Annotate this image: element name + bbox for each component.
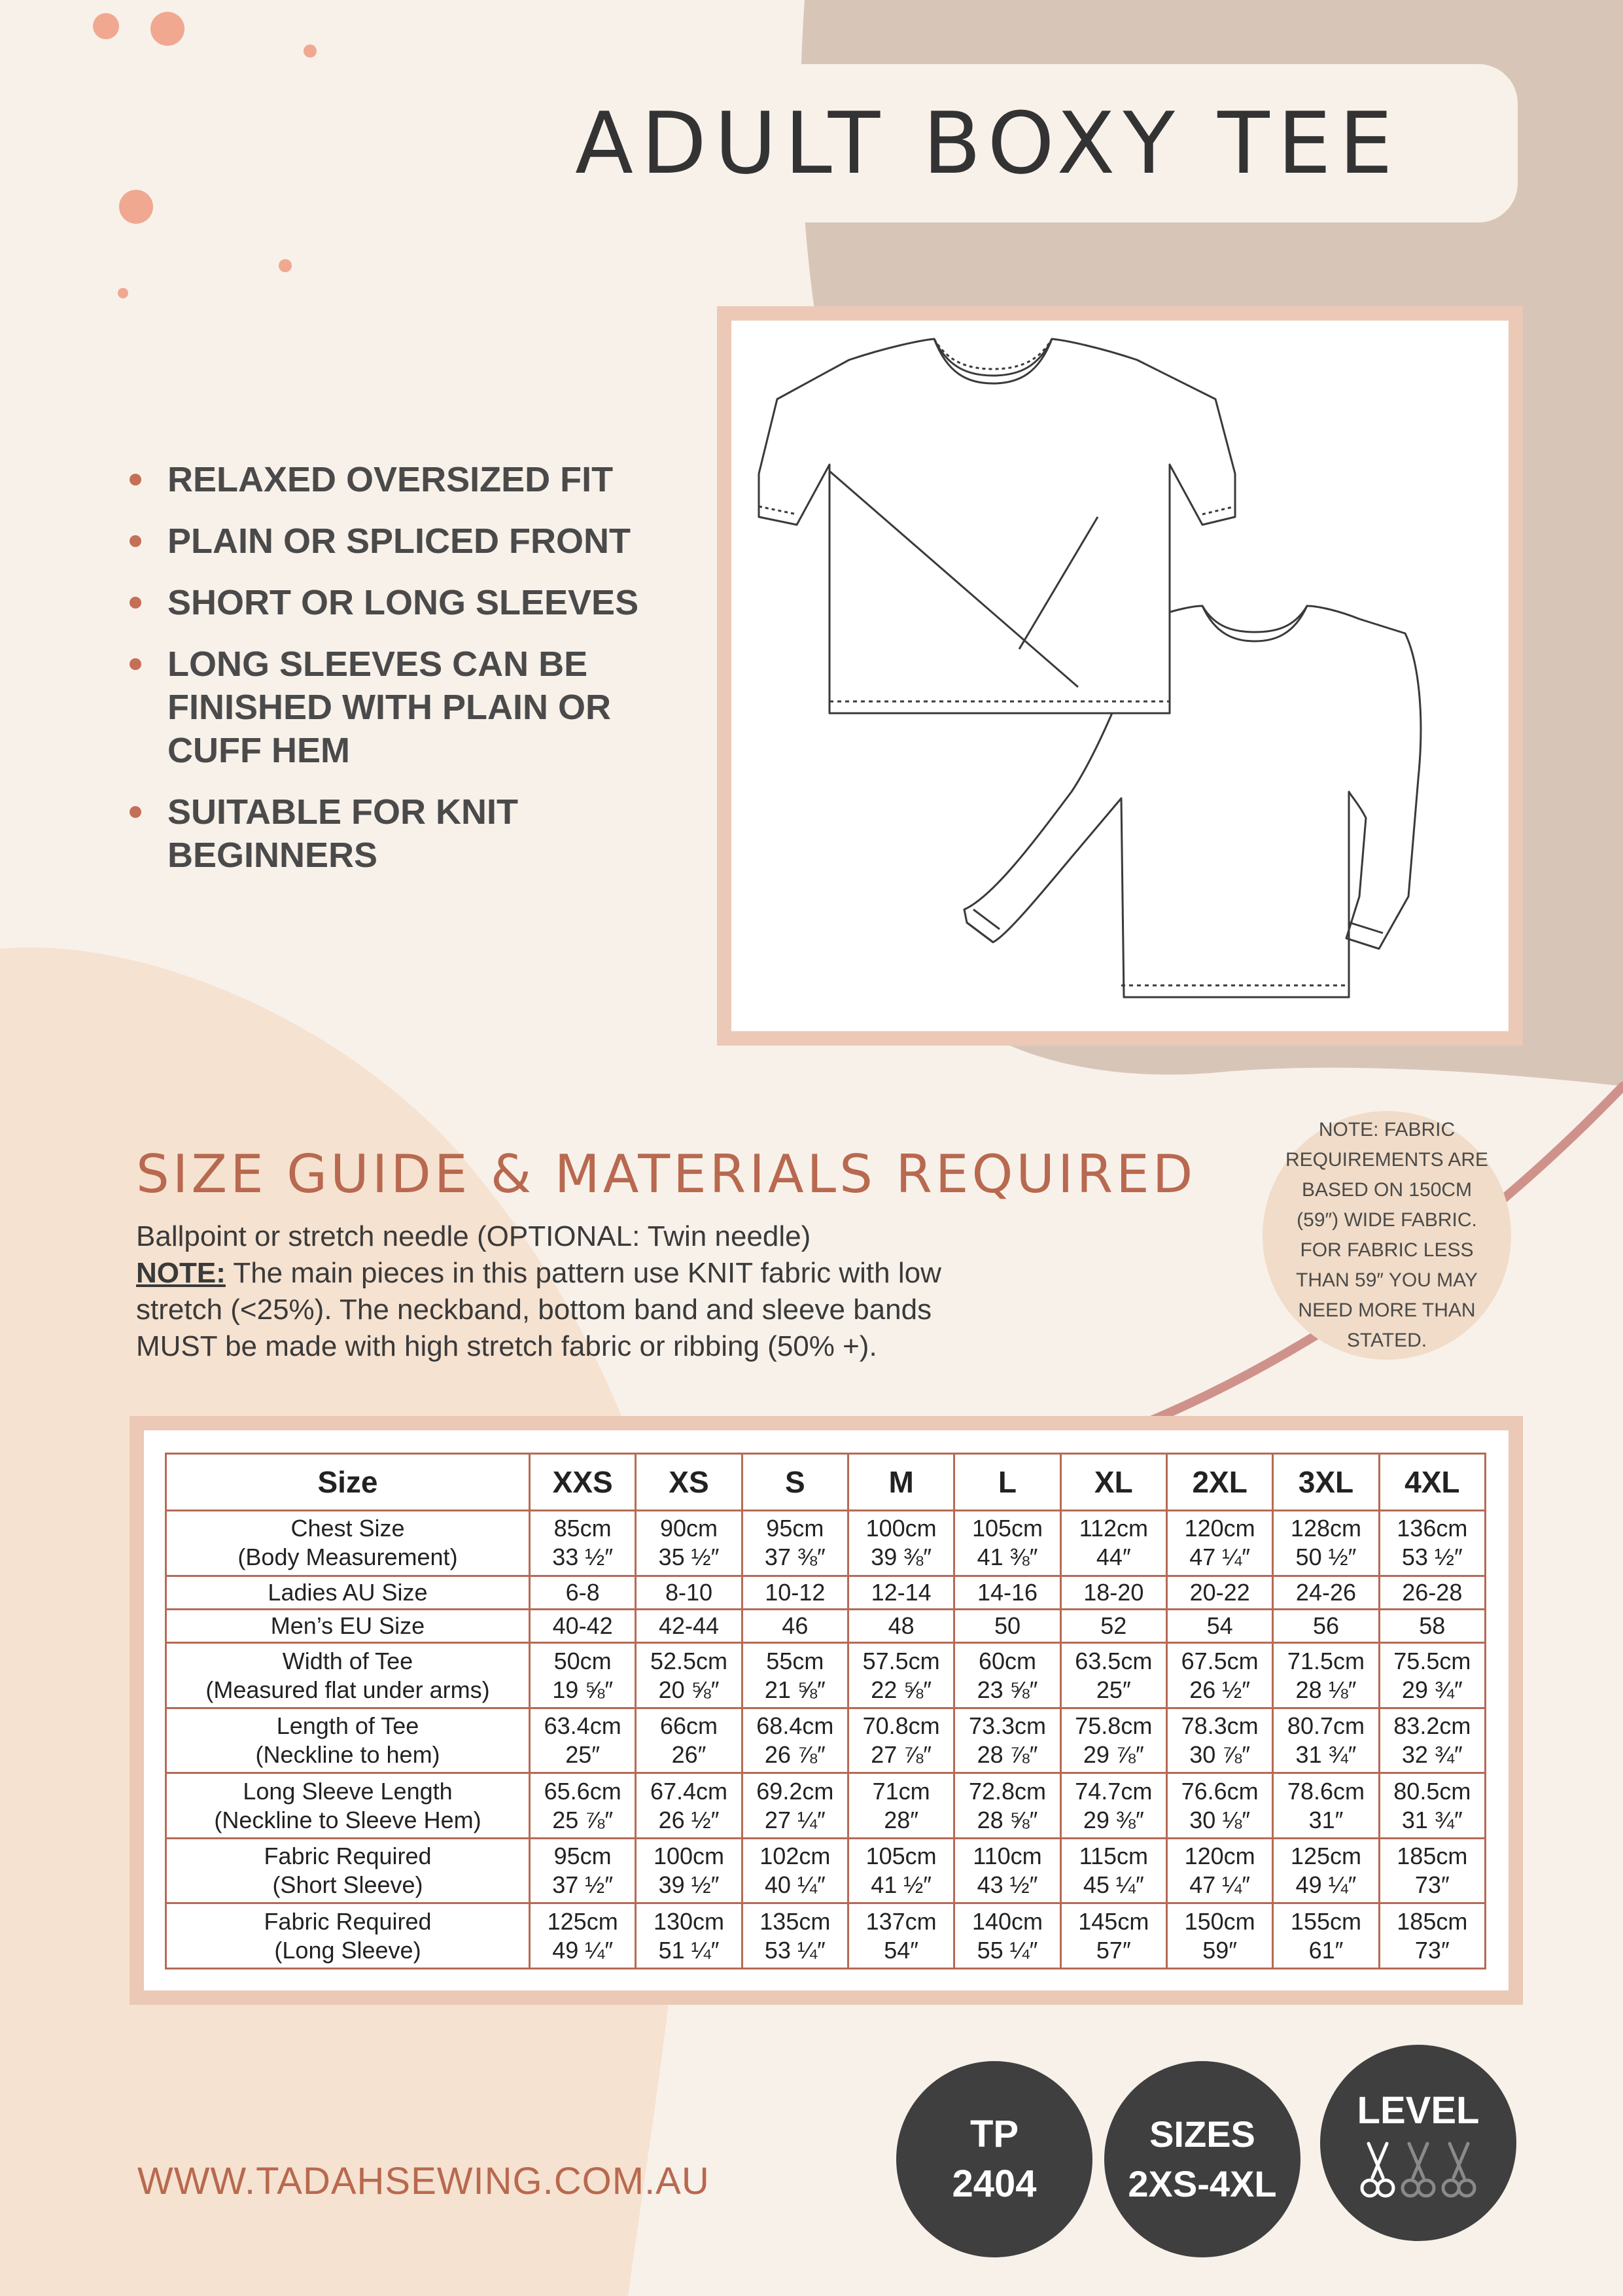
row-label	[166, 1903, 530, 1969]
cell-value: 95cm	[553, 1843, 612, 1870]
table-cell	[1273, 1838, 1379, 1903]
column-header: M	[848, 1454, 954, 1511]
cell-value: 120cm	[1184, 1843, 1255, 1870]
bullet-icon	[130, 597, 141, 609]
cell-value: 85cm	[553, 1515, 612, 1542]
cell-value: 105cm	[865, 1843, 937, 1870]
table-cell	[848, 1708, 954, 1773]
cell-value: 58	[1419, 1612, 1446, 1640]
cell-value: 90cm	[659, 1515, 718, 1542]
cell-value: 27 ⅞″	[871, 1741, 932, 1769]
cell-value: 37 ⅜″	[764, 1544, 826, 1571]
cell-value: 63.5cm	[1075, 1647, 1153, 1674]
cell-value: 32 ¾″	[1401, 1741, 1463, 1769]
cell-value: 53 ¼″	[764, 1936, 826, 1964]
decorative-dots	[93, 12, 317, 298]
feature-item: SUITABLE FOR KNIT BEGINNERS	[124, 790, 667, 877]
cell-value: 136cm	[1397, 1515, 1468, 1542]
table-cell	[848, 1609, 954, 1642]
row-label	[166, 1511, 530, 1576]
cell-value: 42-44	[658, 1612, 720, 1640]
column-header: 4XL	[1379, 1454, 1485, 1511]
row-label-line: (Long Sleeve)	[274, 1936, 421, 1964]
cell-value: 51 ¼″	[658, 1936, 720, 1964]
cell-value: 25″	[565, 1741, 601, 1769]
feature-item: RELAXED OVERSIZED FIT	[124, 458, 667, 501]
cell-value: 74.7cm	[1075, 1777, 1153, 1805]
table-cell	[954, 1903, 1060, 1969]
title-card	[458, 64, 1518, 222]
cell-value: 10-12	[765, 1578, 826, 1606]
feature-item: LONG SLEEVES CAN BE FINISHED WITH PLAIN OR CUFF HEM	[124, 643, 667, 772]
cell-value: 40-42	[552, 1612, 613, 1640]
cell-value: 71.5cm	[1287, 1647, 1365, 1674]
row-label-line: Length of Tee	[276, 1712, 419, 1740]
cell-value: 80.5cm	[1393, 1777, 1471, 1805]
table-row	[166, 1773, 1486, 1839]
table-cell	[1379, 1773, 1485, 1839]
cell-value: 28 ⅛″	[1295, 1676, 1357, 1703]
cell-value: 29 ⅜″	[1083, 1806, 1144, 1833]
cell-value: 102cm	[759, 1843, 831, 1870]
cell-value: 49 ¼″	[552, 1936, 614, 1964]
table-cell	[1060, 1903, 1166, 1969]
cell-value: 125cm	[1290, 1843, 1361, 1870]
column-header: S	[742, 1454, 848, 1511]
table-cell	[1166, 1576, 1272, 1609]
cell-value: 70.8cm	[862, 1712, 940, 1740]
cell-value: 155cm	[1290, 1907, 1361, 1935]
row-label-line: Men’s EU Size	[270, 1612, 425, 1640]
cell-value: 68.4cm	[756, 1712, 834, 1740]
table-cell	[530, 1511, 636, 1576]
cell-value: 100cm	[865, 1515, 937, 1542]
cell-value: 45 ¼″	[1083, 1871, 1144, 1899]
cell-value: 115cm	[1079, 1843, 1148, 1870]
cell-value: 31 ¾″	[1401, 1806, 1463, 1833]
table-cell	[742, 1576, 848, 1609]
table-cell	[1379, 1708, 1485, 1773]
cell-value: 31 ¾″	[1295, 1741, 1357, 1769]
cell-value: 24-26	[1295, 1578, 1356, 1606]
column-header: XS	[636, 1454, 742, 1511]
cell-value: 112cm	[1079, 1515, 1148, 1542]
table-cell	[1166, 1643, 1272, 1708]
table-cell	[1379, 1643, 1485, 1708]
level-badge: LEVEL	[1320, 2045, 1516, 2241]
cell-value: 30 ⅛″	[1189, 1806, 1251, 1833]
column-header: L	[954, 1454, 1060, 1511]
cell-value: 150cm	[1184, 1907, 1255, 1935]
table-cell	[1060, 1838, 1166, 1903]
cell-value: 46	[782, 1612, 809, 1640]
cell-value: 125cm	[547, 1907, 618, 1935]
cell-value: 26 ½″	[658, 1806, 720, 1833]
table-cell	[1379, 1609, 1485, 1642]
cell-value: 73″	[1414, 1871, 1450, 1899]
row-label-line: (Measured flat under arms)	[205, 1676, 490, 1703]
cell-value: 19 ⅝″	[552, 1676, 614, 1703]
column-header: 3XL	[1273, 1454, 1379, 1511]
table-row	[166, 1609, 1486, 1642]
cell-value: 30 ⅞″	[1189, 1741, 1251, 1769]
cell-value: 41 ½″	[871, 1871, 932, 1899]
table-cell	[530, 1708, 636, 1773]
cell-value: 28″	[884, 1806, 919, 1833]
column-header: Size	[166, 1454, 530, 1511]
row-label-line: (Body Measurement)	[237, 1544, 458, 1571]
table-cell	[530, 1576, 636, 1609]
cell-value: 41 ⅜″	[977, 1544, 1038, 1571]
cell-value: 53 ½″	[1401, 1544, 1463, 1571]
scissors-icon	[1359, 2141, 1396, 2200]
cell-value: 50cm	[553, 1647, 612, 1674]
cell-value: 128cm	[1290, 1515, 1361, 1542]
table-cell	[1273, 1903, 1379, 1969]
table-row	[166, 1576, 1486, 1609]
table-cell	[530, 1643, 636, 1708]
cell-value: 54	[1206, 1612, 1233, 1640]
cell-value: 67.5cm	[1181, 1647, 1259, 1674]
table-row	[166, 1838, 1486, 1903]
needle-text: Ballpoint or stretch needle (OPTIONAL: Twin needle)	[136, 1220, 811, 1252]
table-cell	[530, 1838, 636, 1903]
cell-value: 21 ⅝″	[764, 1676, 826, 1703]
table-cell	[742, 1773, 848, 1839]
table-cell	[1379, 1903, 1485, 1969]
table-cell	[1060, 1609, 1166, 1642]
cell-value: 95cm	[766, 1515, 824, 1542]
table-cell	[1273, 1773, 1379, 1839]
row-label	[166, 1773, 530, 1839]
cell-value: 130cm	[653, 1907, 725, 1935]
cell-value: 69.2cm	[756, 1777, 834, 1805]
bullet-icon	[130, 474, 141, 486]
cell-value: 185cm	[1397, 1843, 1468, 1870]
cell-value: 18-20	[1083, 1578, 1144, 1606]
table-cell	[1166, 1903, 1272, 1969]
table-cell	[1273, 1609, 1379, 1642]
cell-value: 135cm	[759, 1907, 831, 1935]
cell-value: 43 ½″	[977, 1871, 1038, 1899]
cell-value: 83.2cm	[1393, 1712, 1471, 1740]
fabric-requirement-note	[1263, 1111, 1511, 1360]
cell-value: 73″	[1414, 1936, 1450, 1964]
table-cell	[1379, 1511, 1485, 1576]
table-cell	[1379, 1838, 1485, 1903]
bullet-icon	[130, 535, 141, 547]
cell-value: 67.4cm	[650, 1777, 728, 1805]
cell-value: 29 ¾″	[1401, 1676, 1463, 1703]
cell-value: 78.3cm	[1181, 1712, 1259, 1740]
cell-value: 20-22	[1189, 1578, 1250, 1606]
feature-list	[124, 458, 667, 895]
cell-value: 48	[888, 1612, 915, 1640]
table-row	[166, 1708, 1486, 1773]
table-cell	[1060, 1773, 1166, 1839]
fabric-note-text	[136, 1255, 1000, 1365]
table-cell	[1379, 1576, 1485, 1609]
cell-value: 52	[1100, 1612, 1127, 1640]
page-title: ADULT BOXY TEE	[575, 94, 1401, 193]
cell-value: 50 ½″	[1295, 1544, 1357, 1571]
cell-value: 145cm	[1078, 1907, 1149, 1935]
table-cell	[530, 1903, 636, 1969]
cell-value: 50	[994, 1612, 1021, 1640]
cell-value: 26-28	[1402, 1578, 1463, 1606]
cell-value: 44″	[1096, 1544, 1131, 1571]
table-cell	[742, 1643, 848, 1708]
row-label-line: Ladies AU Size	[268, 1578, 428, 1606]
cell-value: 37 ½″	[552, 1871, 614, 1899]
cell-value: 40 ¼″	[764, 1871, 826, 1899]
table-cell	[1060, 1708, 1166, 1773]
table-cell	[530, 1609, 636, 1642]
table-cell	[636, 1576, 742, 1609]
cell-value: 59″	[1202, 1936, 1238, 1964]
cell-value: 66cm	[659, 1712, 718, 1740]
cell-value: 105cm	[971, 1515, 1043, 1542]
table-cell	[636, 1773, 742, 1839]
size-table	[165, 1453, 1486, 1969]
row-label-line: (Neckline to Sleeve Hem)	[214, 1806, 481, 1833]
table-cell	[1060, 1511, 1166, 1576]
note-label: NOTE:	[136, 1257, 226, 1289]
table-cell	[954, 1838, 1060, 1903]
row-label-line: Long Sleeve Length	[243, 1777, 453, 1805]
row-label	[166, 1576, 530, 1609]
table-cell	[1273, 1708, 1379, 1773]
cell-value: 26 ½″	[1189, 1676, 1251, 1703]
cell-value: 35 ½″	[658, 1544, 720, 1571]
table-row	[166, 1643, 1486, 1708]
table-cell	[1166, 1773, 1272, 1839]
table-cell	[954, 1643, 1060, 1708]
table-header-row	[166, 1454, 1486, 1511]
table-cell	[530, 1773, 636, 1839]
cell-value: 185cm	[1397, 1907, 1468, 1935]
illustration-frame	[717, 306, 1523, 1046]
table-cell	[636, 1609, 742, 1642]
row-label	[166, 1643, 530, 1708]
bullet-icon	[130, 658, 141, 670]
cell-value: 140cm	[971, 1907, 1043, 1935]
table-cell	[848, 1838, 954, 1903]
table-cell	[636, 1511, 742, 1576]
website-url[interactable]: WWW.TADAHSEWING.COM.AU	[137, 2160, 710, 2202]
table-cell	[848, 1643, 954, 1708]
table-cell	[954, 1773, 1060, 1839]
cell-value: 55cm	[766, 1647, 824, 1674]
cell-value: 73.3cm	[968, 1712, 1046, 1740]
cell-value: 22 ⅝″	[871, 1676, 932, 1703]
cell-value: 110cm	[973, 1843, 1042, 1870]
cell-value: 100cm	[653, 1843, 725, 1870]
cell-value: 49 ¼″	[1295, 1871, 1357, 1899]
cell-value: 33 ½″	[552, 1544, 614, 1571]
bullet-icon	[130, 806, 141, 818]
table-cell	[1273, 1643, 1379, 1708]
cell-value: 8-10	[665, 1578, 713, 1606]
table-row	[166, 1511, 1486, 1576]
table-cell	[954, 1576, 1060, 1609]
fabric-requirement-text: NOTE: FABRIC REQUIREMENTS ARE BASED ON 150CM (59″) WIDE FABRIC. FOR FABRIC LESS THAN 59″ YOU MAY NEED MORE THAN STATED.	[1285, 1119, 1489, 1351]
table-cell	[1273, 1576, 1379, 1609]
cell-value: 29 ⅞″	[1083, 1741, 1144, 1769]
column-header: XL	[1060, 1454, 1166, 1511]
cell-value: 75.8cm	[1075, 1712, 1153, 1740]
table-row	[166, 1903, 1486, 1969]
table-cell	[954, 1511, 1060, 1576]
table-cell	[1166, 1609, 1272, 1642]
table-cell	[1060, 1643, 1166, 1708]
cell-value: 71cm	[872, 1777, 930, 1805]
row-label-line: Fabric Required	[264, 1843, 432, 1870]
row-label-line: (Neckline to hem)	[255, 1741, 440, 1769]
cell-value: 75.5cm	[1393, 1647, 1471, 1674]
tee-drawing-icon	[731, 321, 1509, 1031]
sizes-badge: SIZES 2XS-4XL	[1104, 2061, 1300, 2257]
cell-value: 120cm	[1184, 1515, 1255, 1542]
row-label	[166, 1609, 530, 1642]
table-cell	[636, 1708, 742, 1773]
cell-value: 27 ¼″	[764, 1806, 826, 1833]
row-label	[166, 1708, 530, 1773]
cell-value: 76.6cm	[1181, 1777, 1259, 1805]
table-cell	[954, 1708, 1060, 1773]
scissors-icon	[1440, 2141, 1477, 2200]
cell-value: 39 ⅜″	[871, 1544, 932, 1571]
table-cell	[1060, 1576, 1166, 1609]
cell-value: 72.8cm	[968, 1777, 1046, 1805]
pattern-code-badge: TP 2404	[896, 2061, 1092, 2257]
size-table-frame	[130, 1416, 1523, 2005]
cell-value: 28 ⅞″	[977, 1741, 1038, 1769]
cell-value: 25 ⅞″	[552, 1806, 614, 1833]
table-cell	[636, 1643, 742, 1708]
cell-value: 14-16	[977, 1578, 1038, 1606]
note-body: The main pieces in this pattern use KNIT fabric with low stretch (<25%). The neckband, bottom band and sleeve bands MUST be made with high stretch fabric or ribbing (50% +).	[136, 1257, 941, 1362]
cell-value: 56	[1312, 1612, 1339, 1640]
table-cell	[954, 1609, 1060, 1642]
row-label-line: (Short Sleeve)	[272, 1871, 423, 1899]
cell-value: 12-14	[871, 1578, 932, 1606]
cell-value: 61″	[1308, 1936, 1344, 1964]
cell-value: 6-8	[565, 1578, 600, 1606]
table-cell	[1273, 1511, 1379, 1576]
table-cell	[848, 1773, 954, 1839]
cell-value: 57.5cm	[862, 1647, 940, 1674]
table-cell	[1166, 1708, 1272, 1773]
column-header: 2XL	[1166, 1454, 1272, 1511]
scissors-icon	[1400, 2141, 1437, 2200]
table-cell	[848, 1903, 954, 1969]
cell-value: 137cm	[865, 1907, 937, 1935]
level-scissors	[1359, 2141, 1477, 2200]
feature-item: PLAIN OR SPLICED FRONT	[124, 520, 667, 563]
cell-value: 63.4cm	[544, 1712, 621, 1740]
section-title: SIZE GUIDE & MATERIALS REQUIRED	[136, 1144, 1196, 1205]
feature-item: SHORT OR LONG SLEEVES	[124, 581, 667, 624]
table-cell	[848, 1511, 954, 1576]
cell-value: 28 ⅝″	[977, 1806, 1038, 1833]
cell-value: 23 ⅝″	[977, 1676, 1038, 1703]
cell-value: 47 ¼″	[1189, 1544, 1251, 1571]
cell-value: 55 ¼″	[977, 1936, 1038, 1964]
cell-value: 52.5cm	[650, 1647, 728, 1674]
table-cell	[742, 1838, 848, 1903]
table-cell	[742, 1511, 848, 1576]
row-label-line: Width of Tee	[282, 1647, 413, 1674]
cell-value: 65.6cm	[544, 1777, 621, 1805]
cell-value: 47 ¼″	[1189, 1871, 1251, 1899]
cell-value: 39 ½″	[658, 1871, 720, 1899]
table-cell	[636, 1838, 742, 1903]
cell-value: 25″	[1096, 1676, 1131, 1703]
cell-value: 26 ⅞″	[764, 1741, 826, 1769]
table-cell	[742, 1609, 848, 1642]
column-header: XXS	[530, 1454, 636, 1511]
cell-value: 20 ⅝″	[658, 1676, 720, 1703]
row-label-line: Fabric Required	[264, 1907, 432, 1935]
row-label	[166, 1838, 530, 1903]
size-table-body	[166, 1511, 1486, 1969]
table-cell	[742, 1708, 848, 1773]
cell-value: 80.7cm	[1287, 1712, 1365, 1740]
materials-intro	[136, 1218, 1000, 1365]
cell-value: 57″	[1096, 1936, 1131, 1964]
cell-value: 26″	[671, 1741, 707, 1769]
table-cell	[848, 1576, 954, 1609]
garment-illustration	[731, 321, 1509, 1031]
row-label-line: Chest Size	[290, 1515, 405, 1542]
cell-value: 54″	[884, 1936, 919, 1964]
table-cell	[636, 1903, 742, 1969]
cell-value: 31″	[1308, 1806, 1344, 1833]
cell-value: 60cm	[978, 1647, 1036, 1674]
table-cell	[1166, 1511, 1272, 1576]
table-cell	[742, 1903, 848, 1969]
table-cell	[1166, 1838, 1272, 1903]
cell-value: 78.6cm	[1287, 1777, 1365, 1805]
